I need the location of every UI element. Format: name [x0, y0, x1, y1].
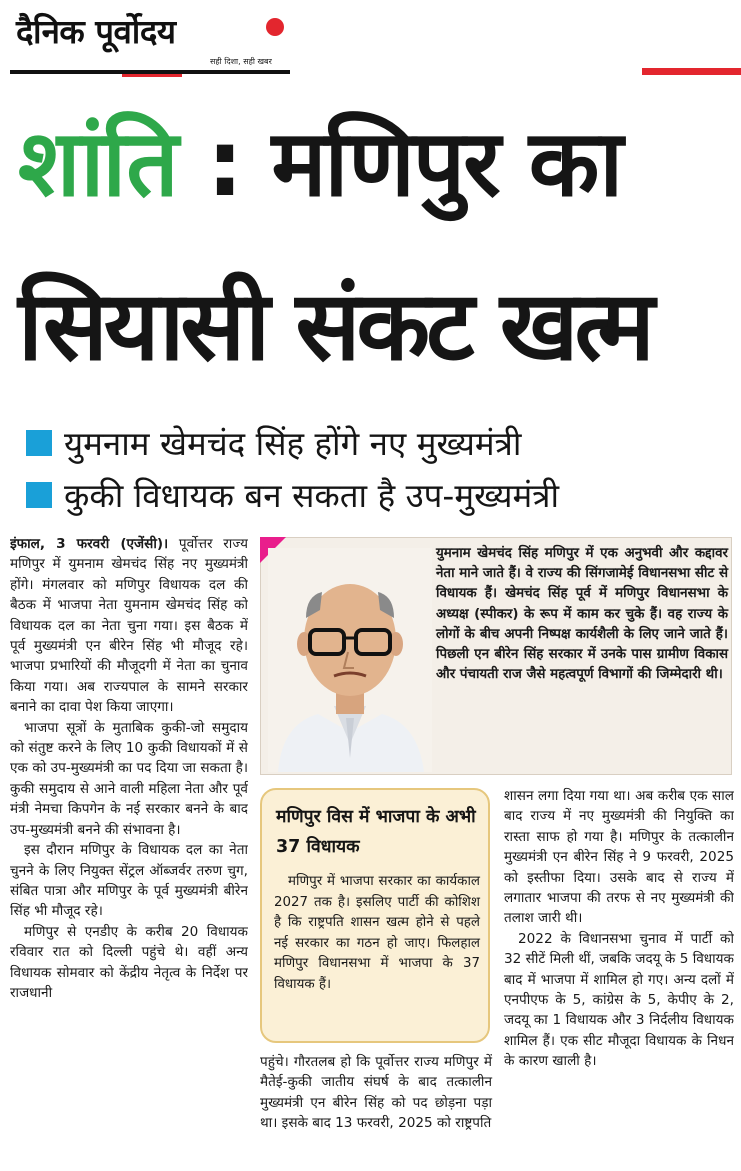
top-right-red-bar — [642, 68, 741, 75]
headline-black-words: : मणिपुर का — [176, 110, 622, 217]
fact-box — [260, 788, 490, 1043]
subhead-1-text: युमनाम खेमचंद सिंह होंगे नए मुख्यमंत्री — [64, 424, 522, 463]
column-1-paragraph-1 — [10, 534, 248, 718]
column-1-paragraph-4: मणिपुर से एनडीए के करीब 20 विधायक रविवार रात को दिल्ली पहुंचे थे। वहीं अन्य विधायक सोमवार को केंद्रीय नेतृत्व के निर्देश पर राजधानी — [10, 923, 248, 1001]
subhead-2 — [26, 472, 559, 517]
fact-box-text: मणिपुर में भाजपा सरकार का कार्यकाल 2027 तक है। इसलिए पार्टी की कोशिश है कि राष्ट्रपति शासन खत्म होने से पहले नई सरकार का गठन हो जाए। फिलहाल मणिपुर विधानसभा में भाजपा के 37 विधायक हैं। — [274, 874, 480, 992]
masthead — [10, 6, 290, 72]
headline-line-1 — [18, 110, 728, 217]
column-1-paragraph-2: भाजपा सूत्रों के मुताबिक कुकी-जो समुदाय को संतुष्ट करने के लिए 10 कुकी विधायकों में से एक को उप-मुख्यमंत्री का पद दिया जा सकता है। कुकी समुदाय से आने वाली महिला नेता और पूर्व मंत्री नेमचा किपगेन के नई सरकार बनने के बाद उप-मुख्यमंत्री बनने की संभावना है। — [10, 719, 248, 838]
fact-box-title: मणिपुर विस में भाजपा के अभी 37 विधायक — [276, 807, 476, 857]
article-column-2-bottom: पहुंचे। गौरतलब हो कि पूर्वोत्तर राज्य मणिपुर में मैतेई-कुकी जातीय संघर्ष के बाद तत्कालीन मुख्यमंत्री एन बीरेन सिंह को पद छोड़ना पड़ा था। इसके बाद 13 फरवरी, 2025 को राष्ट्रपति — [260, 1054, 492, 1132]
column-1-p1-text: पूर्वोत्तर राज्य मणिपुर में युमनाम खेमचंद सिंह नए मुख्यमंत्री होंगे। मंगलवार को मणिपुर विधायक दल की बैठक में भाजपा नेता युमनाम खेमचंद सिंह को विधायक दल का नेता चुना गया। इस बैठक में पूर्व मुख्यमंत्री एन बीरेन सिंह भी मौजूद रहे। भाजपा प्रभारियों की मौजूदगी में नेता का चुनाव किया गया। अब राज्यपाल के सामने सरकार बनाने का दावा पेश किया जाएगा। — [10, 536, 248, 716]
subhead-2-text: कुकी विधायक बन सकता है उप-मुख्यमंत्री — [64, 476, 560, 515]
masthead-red-bar — [122, 74, 182, 77]
subhead-1 — [26, 420, 521, 465]
blue-square-bullet-icon — [26, 430, 52, 456]
column-3-paragraph-1: शासन लगा दिया गया था। अब करीब एक साल बाद राज्य में नए मुख्यमंत्री की नियुक्ति का रास्ता साफ हो गया है। मणिपुर के तत्कालीन मुख्यमंत्री एन बीरेन सिंह ने 9 फरवरी, 2025 को इस्तीफा दिया। उसके बाद से राज्य में लगातार भाजपा की तरफ से नए मुख्यमंत्री की तलाश जारी थी। — [504, 788, 734, 927]
column-1-paragraph-3: इस दौरान मणिपुर के विधायक दल का नेता चुनने के लिए नियुक्त सेंट्रल ऑब्जर्वर तरुण चुग, संबित पात्रा और मणिपुर के पूर्व मुख्यमंत्री बीरेन सिंह भी मौजूद रहे। — [10, 842, 248, 920]
dateline: इंफाल, 3 फरवरी (एजेंसी)। — [10, 536, 169, 552]
masthead-title: दैनिक पूर्वोदय — [16, 12, 176, 51]
headline-line-2: सियासी संकट खत्म — [18, 270, 651, 382]
masthead-tagline: सही दिशा, सही खबर — [210, 57, 272, 66]
article-column-3 — [504, 786, 734, 1171]
masthead-red-dot-icon — [266, 18, 284, 36]
blue-square-bullet-icon — [26, 482, 52, 508]
portrait-photo — [268, 548, 432, 772]
column-3-paragraph-2: 2022 के विधानसभा चुनाव में पार्टी को 32 सीटें मिली थीं, जबकि जदयू के 5 विधायक बाद में भाजपा में शामिल हो गए। अन्य दलों में एनपीएफ के 5, कांग्रेस के 5, केपीए के 2, जदयू का 1 विधायक और 3 निर्दलीय विधायक शामिल हैं। एक सीट मौजूदा विधायक के निधन के कारण खाली है। — [504, 930, 734, 1070]
bio-text: युमनाम खेमचंद सिंह मणिपुर में एक अनुभवी और कद्दावर नेता माने जाते हैं। वे राज्य की सिंगजामेई विधानसभा सीट से विधायक हैं। खेमचंद सिंह पूर्व में मणिपुर विधानसभा के अध्यक्ष (स्पीकर) के रूप में काम कर चुके हैं। वह राज्य के लोगों के बीच अपनी निष्पक्ष कार्यशैली के लिए जाने जाते हैं। पिछली एन बीरेन सिंह सरकार में उनके पास ग्रामीण विकास और पंचायती राज जैसे महत्वपूर्ण विभागों की जिम्मेदारी थी। — [436, 546, 728, 683]
headline-green-word: शांति — [18, 110, 177, 217]
article-column-1 — [10, 534, 248, 1171]
